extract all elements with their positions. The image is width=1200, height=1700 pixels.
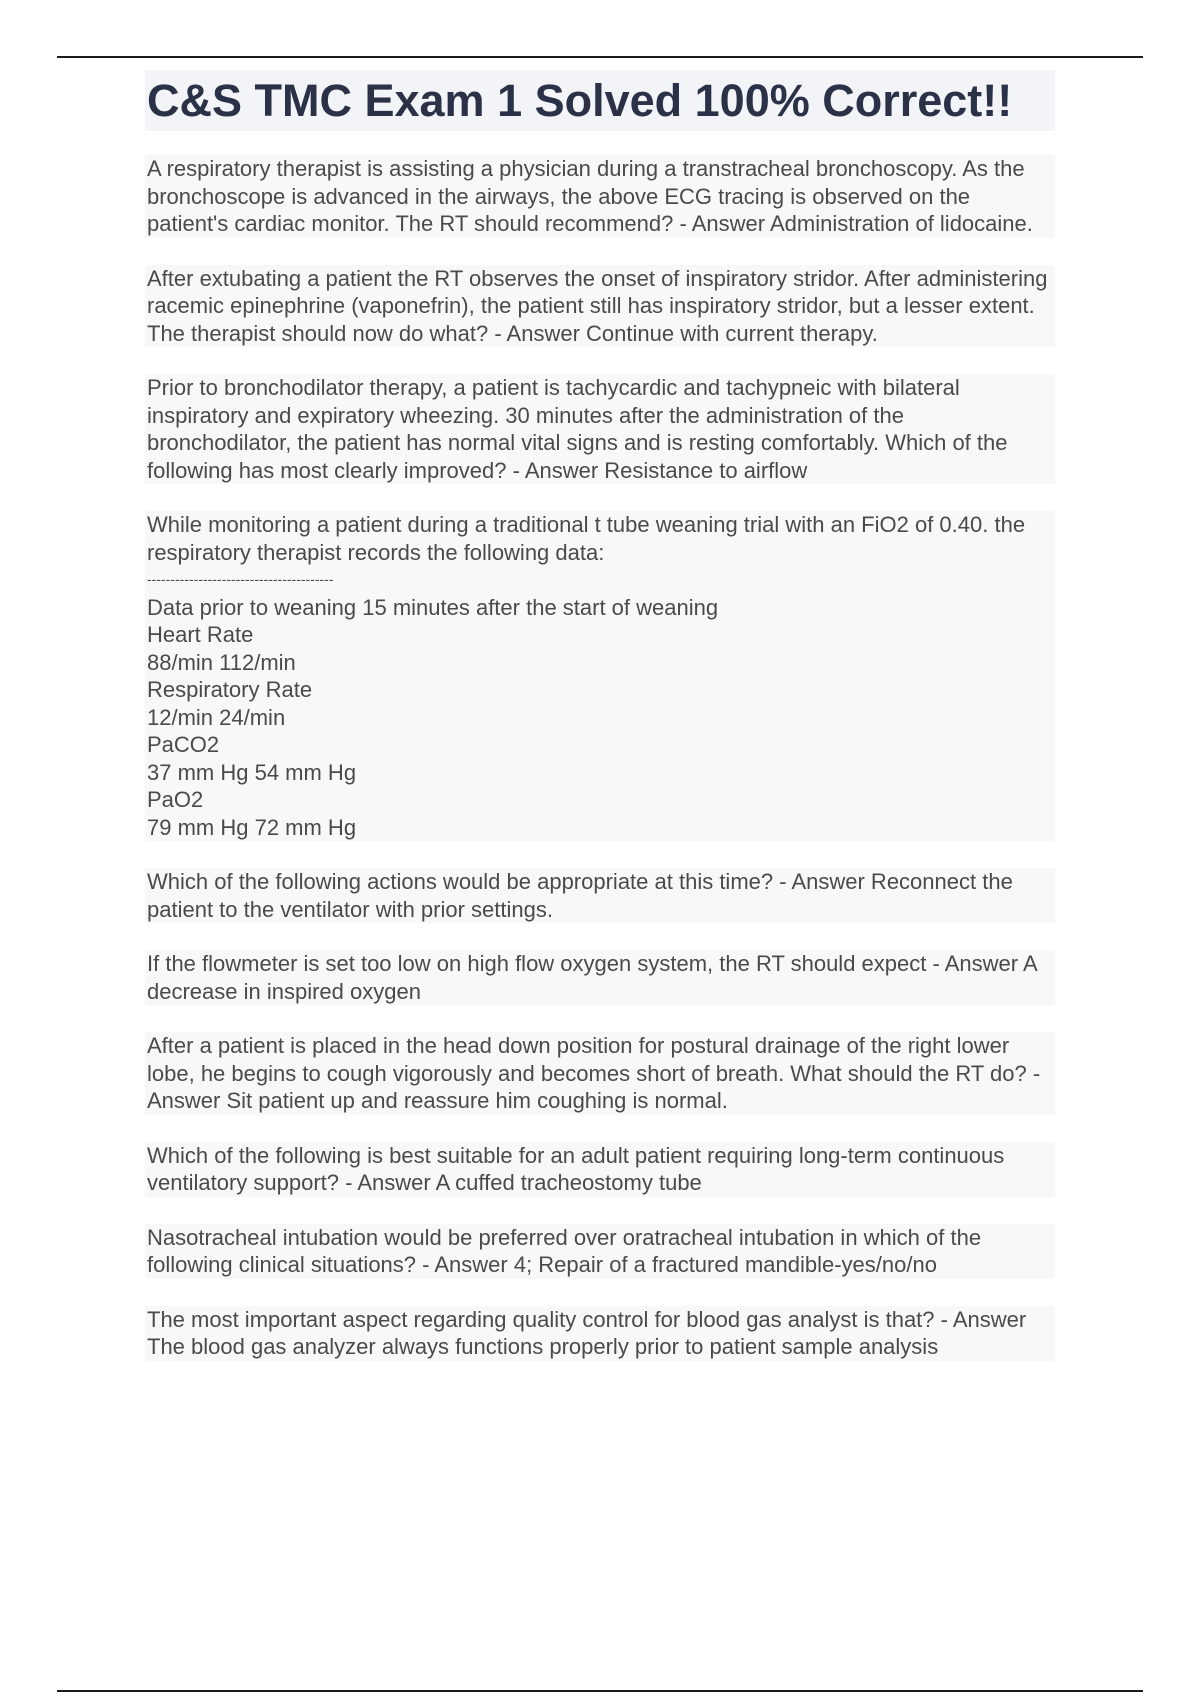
separator-line: ---------------------------------------- — [147, 571, 334, 587]
weaning-row: 79 mm Hg 72 mm Hg — [147, 814, 357, 840]
qa-item: A respiratory therapist is assisting a physician during a transtracheal bronchoscopy. As the bronchoscope is advanced in the airways, the above ECG tracing is observed on the patient's cardiac monitor. The RT should recommend? - Answer Administration of lidocaine. — [145, 155, 1055, 238]
weaning-header: Data prior to weaning 15 minutes after the start of weaning — [147, 594, 719, 620]
weaning-row: 37 mm Hg 54 mm Hg — [147, 759, 357, 785]
qa-item: After extubating a patient the RT observes the onset of inspiratory stridor. After administering racemic epinephrine (vaponefrin), the patient still has inspiratory stridor, but a lesser extent. The therapist should now do what? - Answer Continue with current therapy. — [145, 265, 1055, 348]
top-rule — [57, 56, 1143, 58]
weaning-row: 12/min 24/min — [147, 704, 286, 730]
qa-item: Nasotracheal intubation would be preferred over oratracheal intubation in which of the following clinical situations? - Answer 4; Repair of a fractured mandible-yes/no/no — [145, 1224, 1055, 1279]
page-title: C&S TMC Exam 1 Solved 100% Correct!! — [147, 75, 1013, 126]
qa-item: If the flowmeter is set too low on high flow oxygen system, the RT should expect - Answer A decrease in inspired oxygen — [145, 950, 1055, 1005]
weaning-row: PaCO2 — [147, 732, 220, 757]
qa-item: The most important aspect regarding quality control for blood gas analyst is that? - Answer The blood gas analyzer always functions properly prior to patient sample analysis — [145, 1306, 1055, 1361]
document-body — [145, 70, 1055, 1388]
weaning-row: Heart Rate — [147, 622, 254, 647]
weaning-row: Respiratory Rate — [147, 677, 313, 702]
weaning-data-block — [145, 511, 1055, 841]
qa-item: Which of the following is best suitable for an adult patient requiring long-term continuous ventilatory support? - Answer A cuffed tracheostomy tube — [145, 1142, 1055, 1197]
qa-item: After a patient is placed in the head down position for postural drainage of the right lower lobe, he begins to cough vigorously and becomes short of breath. What should the RT do? - Answer Sit patient up and reassure him coughing is normal. — [145, 1032, 1055, 1115]
title-block — [145, 70, 1055, 131]
bottom-rule — [57, 1690, 1143, 1692]
weaning-row: PaO2 — [147, 787, 204, 812]
qa-item: Prior to bronchodilator therapy, a patient is tachycardic and tachypneic with bilateral inspiratory and expiratory wheezing. 30 minutes after the administration of the bronchodilator, the patient has normal vital signs and is resting comfortably. Which of the following has most clearly improved? - Answer Resistance to airflow — [145, 374, 1055, 484]
weaning-intro: While monitoring a patient during a traditional t tube weaning trial with an FiO2 of 0.40. the respiratory therapist records the following data: — [147, 512, 1026, 565]
weaning-row: 88/min 112/min — [147, 649, 296, 675]
qa-item: Which of the following actions would be appropriate at this time? - Answer Reconnect the patient to the ventilator with prior settings. — [145, 868, 1055, 923]
